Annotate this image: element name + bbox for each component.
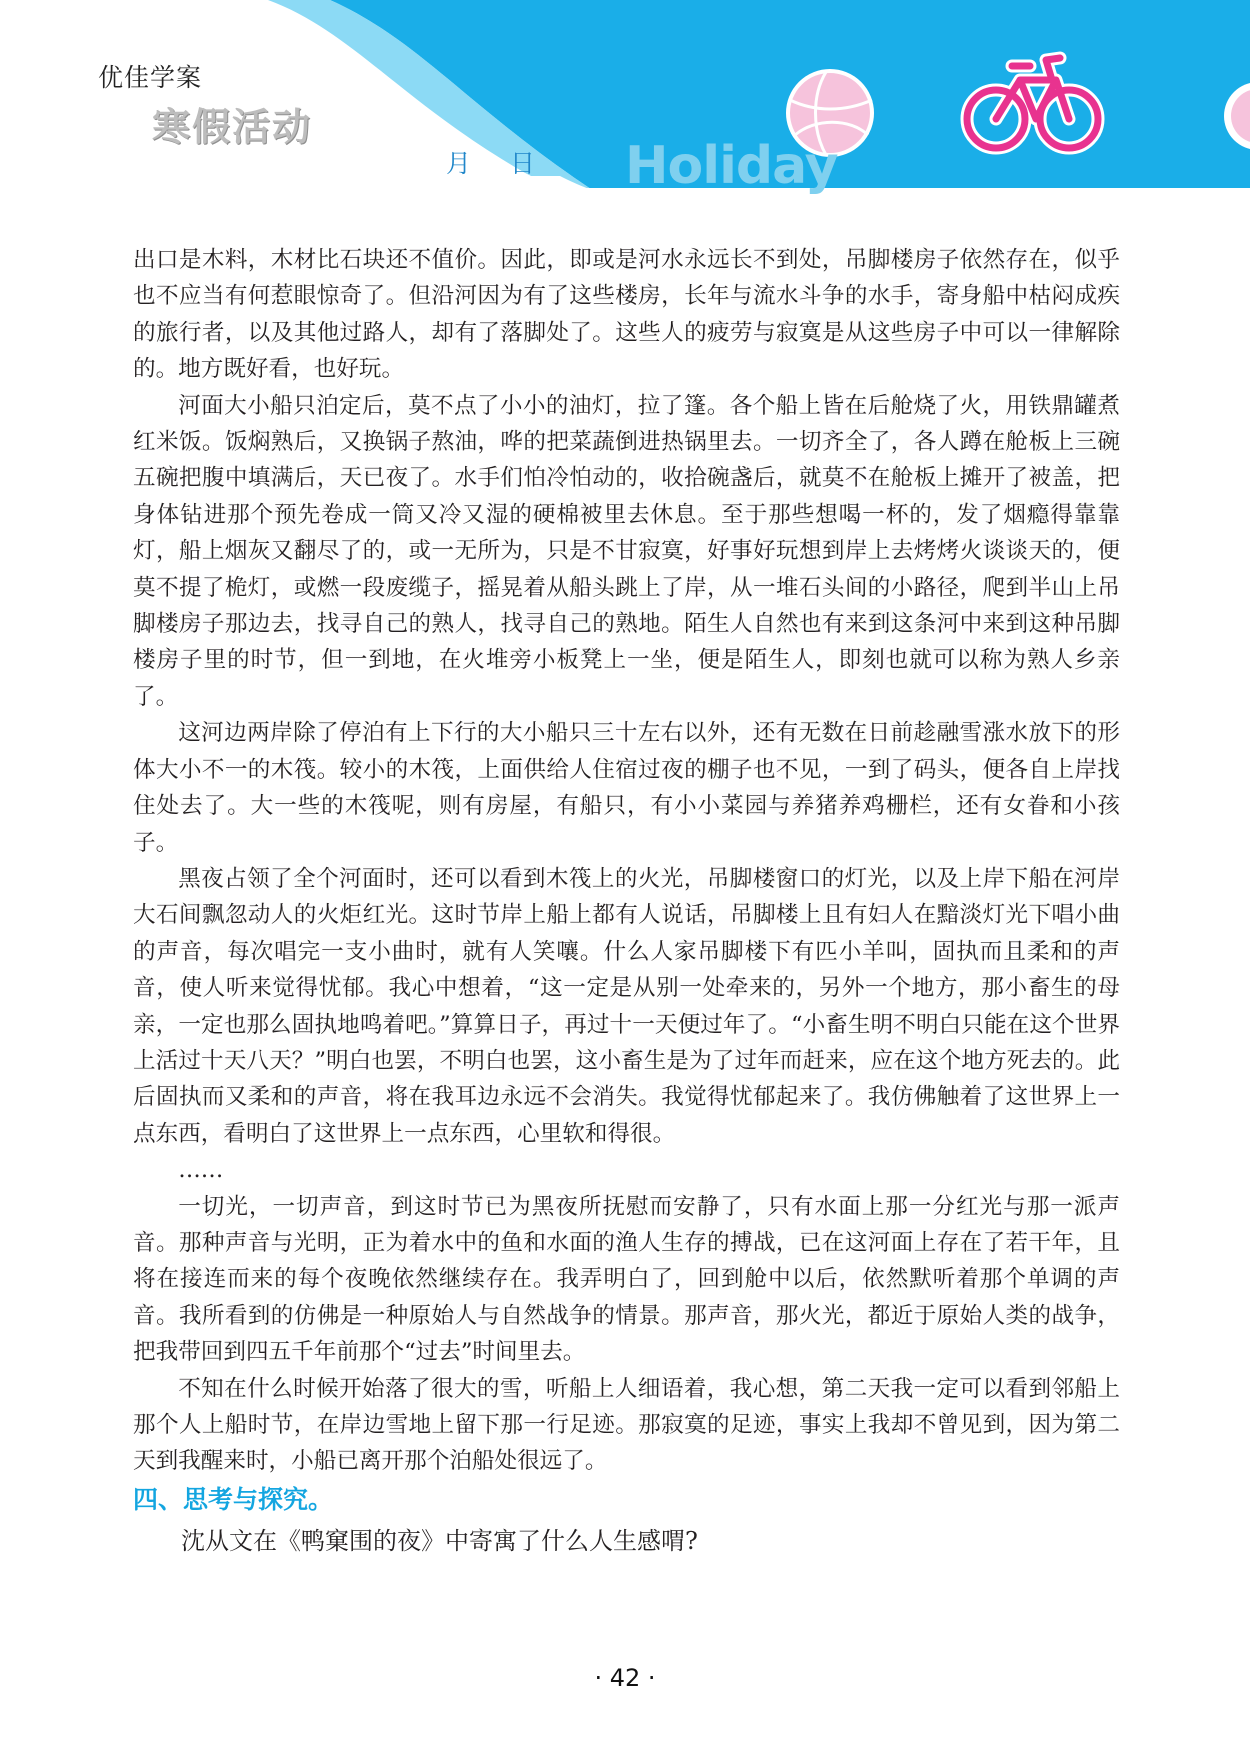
article-body [133,242,1120,1562]
paragraph: 一切光，一切声音，到这时节已为黑夜所抚慰而安静了，只有水面上那一分红光与那一派声音。那种声音与光明，正为着水中的鱼和水面的渔人生存的搏战，已在这河面上存在了若干年，且将在接连而来的每个夜晚依然继续存在。我弄明白了，回到舱中以后，依然默听着那个单调的声音。我所看到的仿佛是一种原始人与自然战争的情景。那声音，那火光，都近于原始人类的战争，把我带回到四五千年前那个“过去”时间里去。 [133,1193,1120,1366]
paragraph: 黑夜占领了全个河面时，还可以看到木筏上的火光，吊脚楼窗口的灯光，以及上岸下船在河岸大石间飘忽动人的火炬红光。这时节岸上船上都有人说话，吊脚楼上且有妇人在黯淡灯光下唱小曲的声音，每次唱完一支小曲时，就有人笑嚷。什么人家吊脚楼下有匹小羊叫，固执而且柔和的声音，使人听来觉得忧郁。我心中想着，“这一定是从别一处牵来的，另外一个地方，那小畜生的母亲，一定也那么固执地鸣着吧。”算算日子，再过十一天便过年了。“小畜生明不明白只能在这个世界上活过十天八天？”明白也罢，不明白也罢，这小畜生是为了过年而赶来，应在这个地方死去的。此后固执而又柔和的声音，将在我耳边永远不会消失。我觉得忧郁起来了。我仿佛触着了这世界上一点东西，看明白了这世界上一点东西，心里软和得很。 [133,865,1120,1147]
holiday-wordmark: Holiday [625,136,838,196]
question-text: 沈从文在《鸭窠围的夜》中寄寓了什么人生感喟? [181,1526,698,1555]
page-header [0,0,1250,195]
section-heading: 四、思考与探究。 [133,1484,334,1514]
brand-title: 寒假活动 [152,105,313,149]
paragraph: 这河边两岸除了停泊有上下行的大小船只三十左右以外，还有无数在日前趁融雪涨水放下的形体大小不一的木筏。较小的木筏，上面供给人住宿过夜的棚子也不见，一到了码头，便各自上岸找住处去了。大一些的木筏呢，则有房屋，有船只，有小小菜园与养猪养鸡栅栏，还有女眷和小孩子。 [133,720,1120,856]
date-day-label: 日 [510,149,536,178]
brand-subtitle: 优佳学案 [98,63,203,92]
ellipsis-line: …… [178,1157,224,1184]
page-number: · 42 · [594,1664,656,1692]
date-month-label: 月 [446,149,472,178]
paragraph: 河面大小船只泊定后，莫不点了小小的油灯，拉了篷。各个船上皆在后舱烧了火，用铁鼎罐煮红米饭。饭焖熟后，又换锅子熬油，哗的把菜蔬倒进热锅里去。一切齐全了，各人蹲在舱板上三碗五碗把腹中填满后，天已夜了。水手们怕冷怕动的，收拾碗盏后，就莫不在舱板上摊开了被盖，把身体钻进那个预先卷成一筒又冷又湿的硬棉被里去休息。至于那些想喝一杯的，发了烟瘾得靠靠灯，船上烟灰又翻尽了的，或一无所为，只是不甘寂寞，好事好玩想到岸上去烤烤火谈谈天的，便莫不提了桅灯，或燃一段废缆子，摇晃着从船头跳上了岸，从一堆石头间的小路径，爬到半山上吊脚楼房子那边去，找寻自己的熟人，找寻自己的熟地。陌生人自然也有来到这条河中来到这种吊脚楼房子里的时节，但一到地，在火堆旁小板凳上一坐，便是陌生人，即刻也就可以称为熟人乡亲了。 [133,392,1120,710]
paragraph: 不知在什么时候开始落了很大的雪，听船上人细语着，我心想，第二天我一定可以看到邻船上那个人上船时节，在岸边雪地上留下那一行足迹。那寂寞的足迹，事实上我却不曾见到，因为第二天到我醒来时，小船已离开那个泊船处很远了。 [133,1375,1120,1475]
paragraph: 出口是木料，木材比石块还不值价。因此，即或是河水永远长不到处，吊脚楼房子依然存在，似乎也不应当有何惹眼惊奇了。但沿河因为有了这些楼房，长年与流水斗争的水手，寄身船中枯闷成疾的旅行者，以及其他过路人，却有了落脚处了。这些人的疲劳与寂寞是从这些房子中可以一律解除的。地方既好看，也好玩。 [133,247,1120,383]
